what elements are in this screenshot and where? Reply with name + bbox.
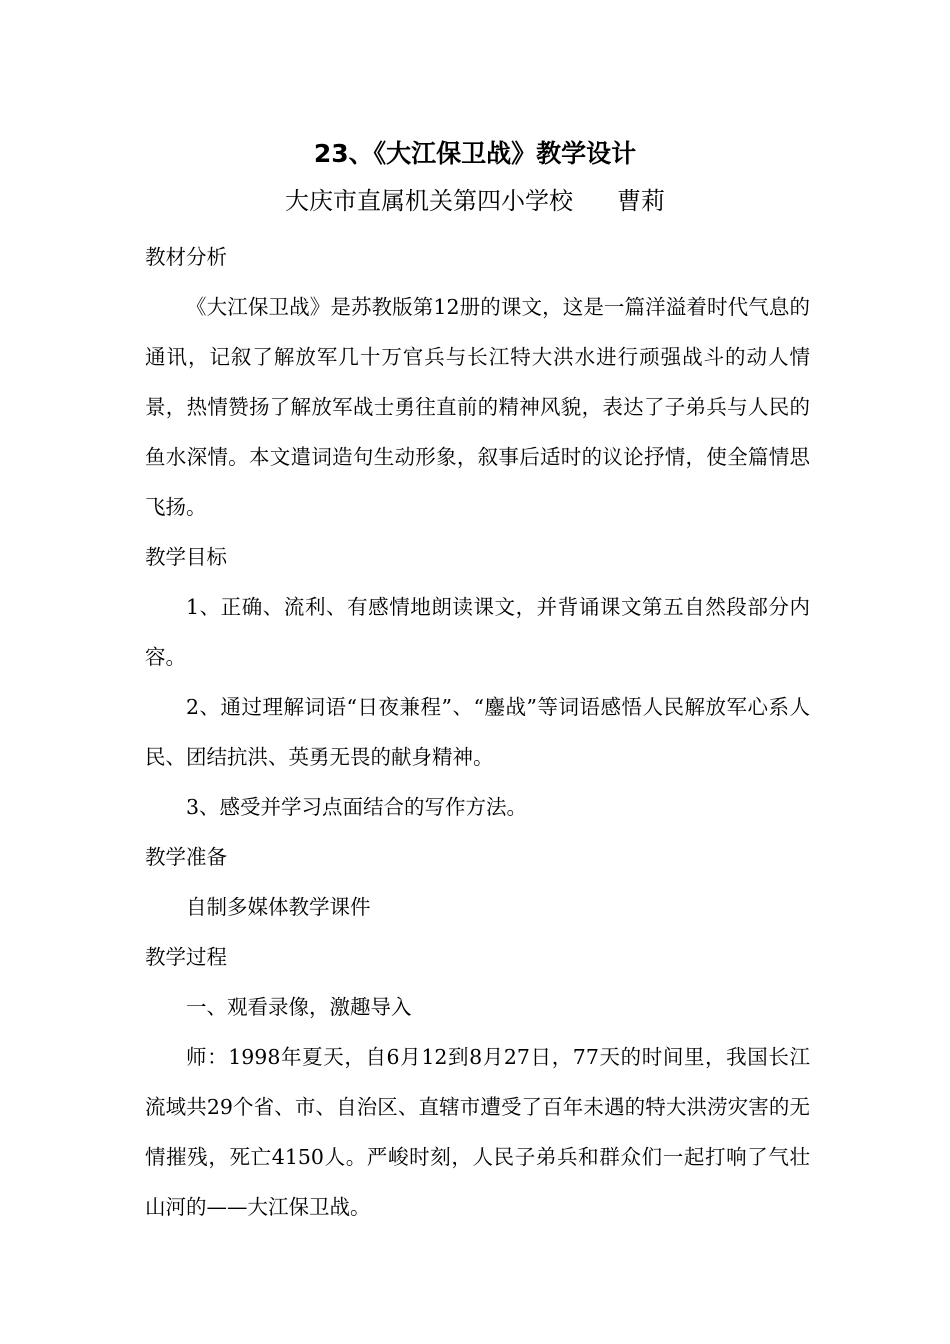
process-paragraph: 师：1998年夏天，自6月12到8月27日，77天的时间里，我国长江流域共29个省、市、自治区、直辖市遭受了百年未遇的特大洪涝灾害的无情摧残，死亡4150人。严峻时刻，人民子弟兵和群众们一起打响了气壮山河的——大江保卫战。 xyxy=(145,1045,810,1219)
analysis-paragraph: 《大江保卫战》是苏教版第12册的课文，这是一篇洋溢着时代气息的通讯，记叙了解放军几十万官兵与长江特大洪水进行顽强战斗的动人情景，热情赞扬了解放军战士勇往直前的精神风貌，表达了子弟兵与人民的鱼水深情。本文遣词造句生动形象，叙事后适时的议论抒情，使全篇情思飞扬。 xyxy=(145,295,810,519)
section-heading-process: 教学过程 xyxy=(145,945,227,969)
goal-item: 1、正确、流利、有感情地朗读课文，并背诵课文第五自然段部分内容。 xyxy=(145,595,810,669)
process-step-heading: 一、观看录像，激趣导入 xyxy=(186,995,412,1019)
school-name: 大庆市直属机关第四小学校 xyxy=(285,187,573,215)
preparation-paragraph: 自制多媒体教学课件 xyxy=(186,895,371,919)
author-name: 曹莉 xyxy=(617,187,665,215)
section-heading-analysis: 教材分析 xyxy=(145,245,227,269)
goal-item: 3、感受并学习点面结合的写作方法。 xyxy=(186,795,528,819)
goal-item: 2、通过理解词语“日夜兼程”、“鏖战”等词语感悟人民解放军心系人民、团结抗洪、英勇无畏的献身精神。 xyxy=(145,695,810,769)
section-heading-goals: 教学目标 xyxy=(145,545,227,569)
document-byline xyxy=(0,181,950,221)
document-body xyxy=(145,232,810,1232)
section-heading-preparation: 教学准备 xyxy=(145,845,227,869)
document-title: 23、《大江保卫战》教学设计 xyxy=(313,139,637,168)
